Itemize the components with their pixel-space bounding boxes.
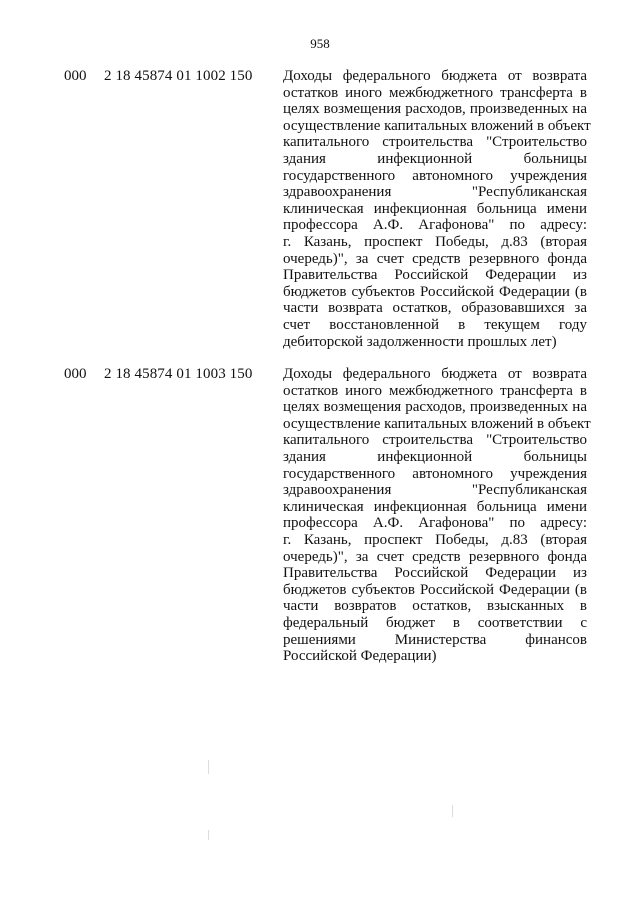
- description-line: г. Казань, проспект Победы, д.83 (вторая: [283, 531, 587, 548]
- description-line: бюджетов субъектов Российской Федерации (в: [283, 581, 587, 598]
- description-line: осуществление капитальных вложений в объект: [283, 415, 591, 432]
- description-line: Доходы федерального бюджета от возврата: [283, 366, 587, 382]
- description-line: Доходы федерального бюджета от возврата: [283, 68, 587, 84]
- description-line: федеральный бюджет в соответствии с: [283, 614, 587, 631]
- description-line: профессора А.Ф. Агафонова" по адресу:: [283, 515, 587, 532]
- description-line: государственного автономного учреждения: [283, 465, 587, 482]
- entry-description: [283, 68, 591, 350]
- kbk-code: 2 18 45874 01 1002 150: [104, 68, 253, 84]
- description-line: целях возмещения расходов, произведенных на: [283, 101, 587, 118]
- description-line: здания инфекционной больницы: [283, 448, 587, 465]
- description-line: здания инфекционной больницы: [283, 150, 587, 167]
- description-line: клиническая инфекционная больница имени: [283, 498, 587, 515]
- admin-code: 000: [64, 366, 87, 382]
- description-line: Правительства Российской Федерации из: [283, 565, 587, 582]
- description-line: остатков иного межбюджетного трансферта в: [283, 84, 587, 101]
- description-line: г. Казань, проспект Победы, д.83 (вторая: [283, 233, 587, 250]
- description-line: очередь)", за счет средств резервного фонда: [283, 548, 587, 565]
- scan-artifact: [452, 805, 453, 817]
- description-line: части возвратов остатков, взысканных в: [283, 598, 587, 615]
- description-line: счет восстановленной в текущем году: [283, 316, 587, 333]
- description-line: государственного автономного учреждения: [283, 167, 587, 184]
- kbk-code: 2 18 45874 01 1003 150: [104, 366, 253, 382]
- description-line: здравоохранения "Республиканская: [283, 482, 587, 499]
- description-line: профессора А.Ф. Агафонова" по адресу:: [283, 217, 587, 234]
- description-line: остатков иного межбюджетного трансферта в: [283, 382, 587, 399]
- description-line: капитального строительства "Строительство: [283, 134, 587, 151]
- description-line: Российской Федерации): [283, 648, 437, 665]
- description-line: целях возмещения расходов, произведенных на: [283, 399, 587, 416]
- scan-artifact: [208, 760, 209, 774]
- scan-artifact: [208, 830, 209, 840]
- description-line: решениями Министерства финансов: [283, 631, 587, 648]
- description-line: очередь)", за счет средств резервного фонда: [283, 250, 587, 267]
- page-number: 958: [310, 36, 330, 51]
- admin-code: 000: [64, 68, 87, 84]
- entry-description: [283, 366, 591, 665]
- description-line: Правительства Российской Федерации из: [283, 267, 587, 284]
- description-line: дебиторской задолженности прошлых лет): [283, 333, 557, 350]
- description-line: здравоохранения "Республиканская: [283, 184, 587, 201]
- description-line: бюджетов субъектов Российской Федерации (в: [283, 283, 587, 300]
- description-line: клиническая инфекционная больница имени: [283, 200, 587, 217]
- description-line: осуществление капитальных вложений в объект: [283, 117, 591, 134]
- description-line: части возврата остатков, образовавшихся за: [283, 300, 587, 317]
- description-line: капитального строительства "Строительство: [283, 432, 587, 449]
